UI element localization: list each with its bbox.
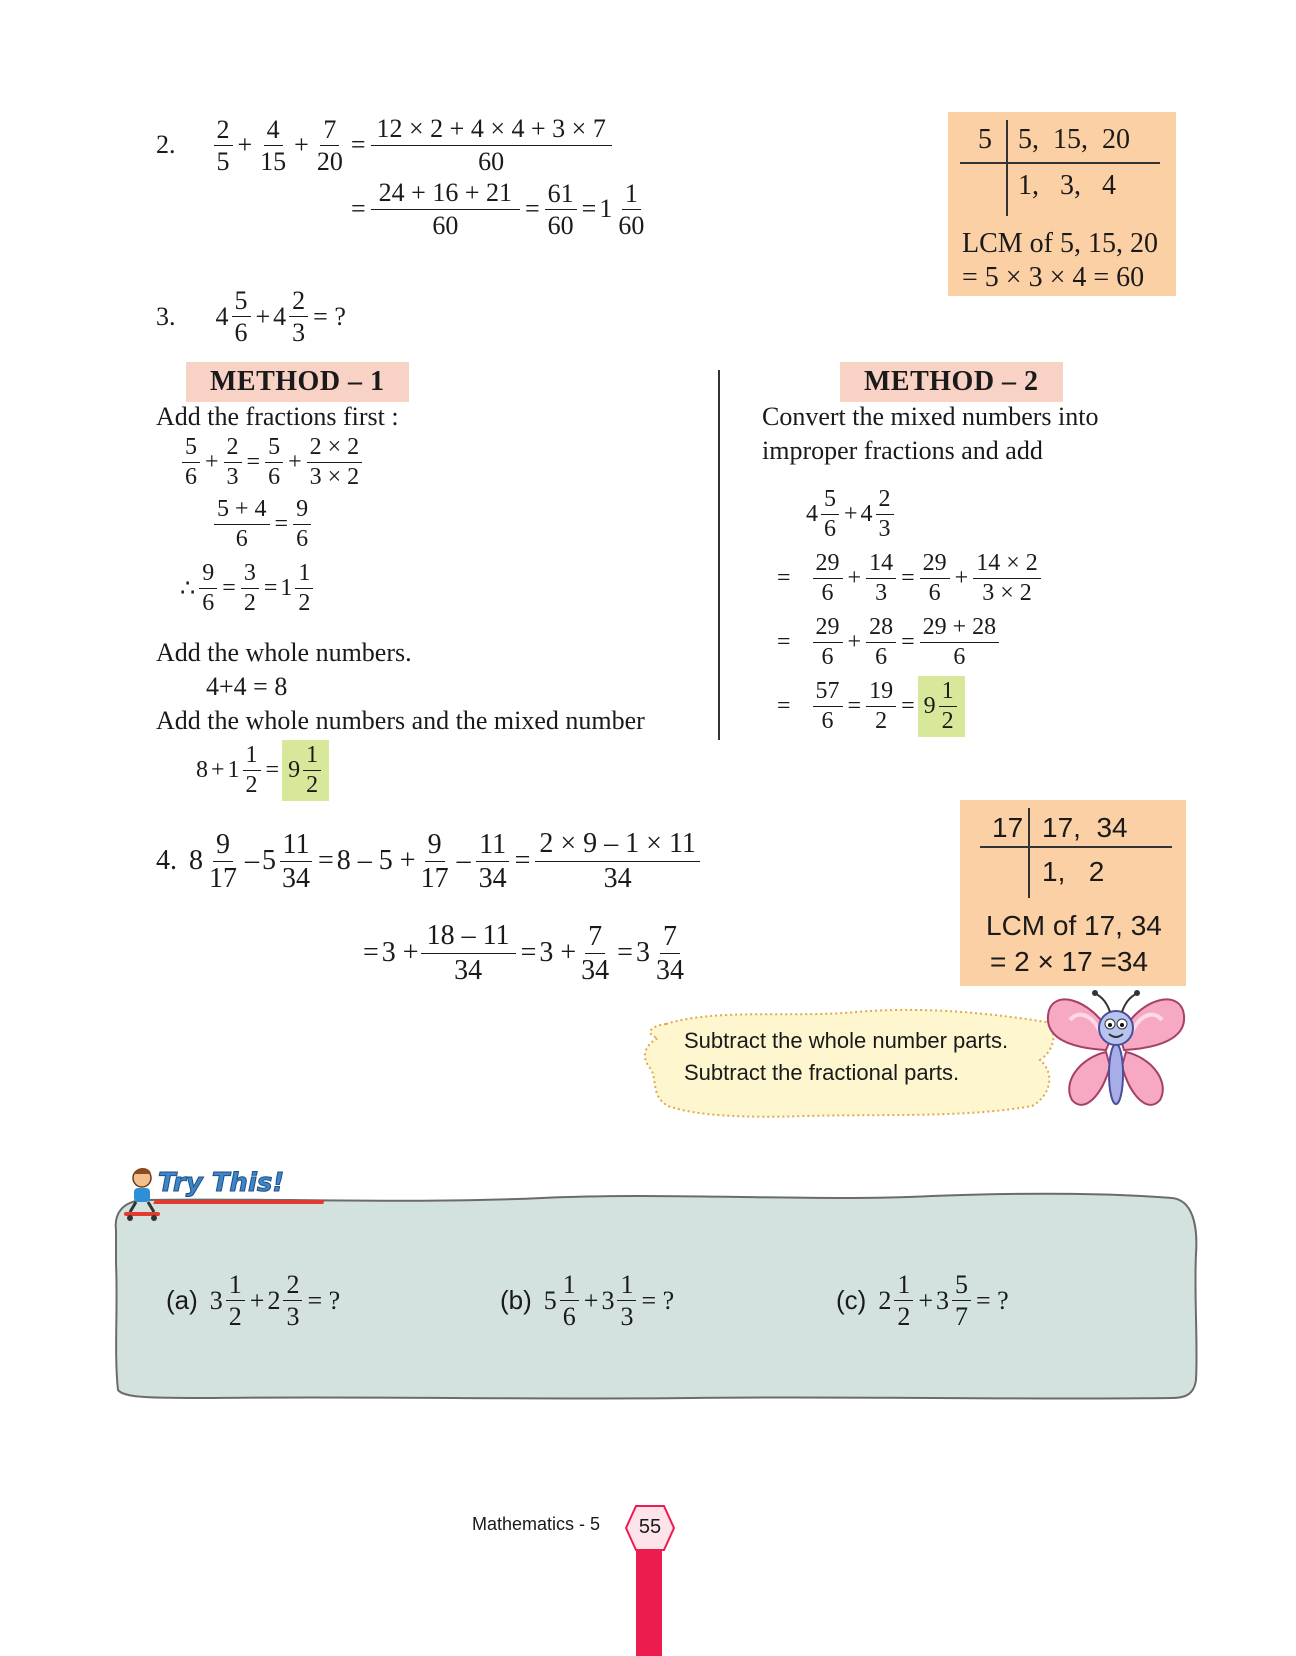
fraction: 5 6: [232, 286, 251, 347]
lcm-divisor: 17: [992, 812, 1024, 843]
method-2-intro: Convert the mixed numbers into: [762, 402, 1099, 431]
try-this-item-a: (a) 3 1 2 + 2 $\frac{2}{3}$ = ?: [166, 1270, 341, 1332]
method-1-line-4: 8 + 1 $\frac{1}{2}$ = 9 1 2: [196, 740, 329, 801]
lcm-caption: LCM of 5, 15, 20: [962, 228, 1158, 259]
fraction: $\frac{61}{60}$: [545, 179, 577, 240]
fraction: $\frac{12 \times 2 + 4 \times 4 + 3 \times 7}{60}$: [371, 114, 612, 176]
problem-2-line-2: = $\frac{24 + 16 + 21}{60}$ = $\frac{61}{60}$ = 1 1 60: [348, 178, 649, 240]
lcm-row-2: 1, 3, 4: [1018, 170, 1116, 201]
lcm-caption: = 2 × 17 =34: [990, 946, 1149, 977]
method-1-title: METHOD – 1: [186, 362, 409, 402]
method-1-line-2: $\frac{5 + 4}{6}$ = $\frac{9}{6}$: [212, 496, 313, 553]
try-this-item-c: (c) 2 1 2 + 3 $\frac{5}{7}$ = ?: [836, 1270, 1009, 1332]
try-this-underline: [153, 1200, 324, 1204]
try-this-item-b: (b) 5 1 6 + 3 $\frac{1}{3}$ = ?: [500, 1270, 675, 1332]
lcm-row-1: 5, 15, 20: [1018, 124, 1130, 155]
method-2-title: METHOD – 2: [840, 362, 1063, 402]
problem-number: 4.: [156, 845, 177, 877]
method-1-whole-eq: 4+4 = 8: [206, 672, 288, 701]
method-1-intro: Add the fractions first :: [156, 402, 399, 431]
fraction: $\frac{7}{20}$: [316, 114, 343, 176]
problem-number: 2.: [156, 130, 176, 160]
answer-highlight: 9 1 2: [918, 676, 965, 737]
problem-3-line: 3. 4 5 6 + 4 $\frac{2}{3}$ = ?: [156, 286, 346, 348]
lcm-row-1: 17, 34: [1042, 812, 1128, 843]
butterfly-mascot: [1040, 986, 1190, 1122]
problem-4-line-1: 4. 8 9 17 – 5 $\frac{11}{34}$ = 8 – 5 + $\frac{9}{17}$ – $\frac{11}{34}$ = $\frac{2 \times 9 - 1 \times 11}{34}$: [156, 828, 702, 895]
method-1-line-3: ∴ $\frac{9}{6}$ = $\frac{3}{2}$ = 1 1 2: [180, 560, 315, 617]
lcm-caption: LCM of 17, 34: [986, 910, 1162, 941]
tip-line-2: Subtract the fractional parts.: [684, 1060, 960, 1085]
fraction: $\frac{4}{15}$: [260, 114, 287, 176]
fraction: 2 5: [214, 115, 233, 176]
division-line: [960, 162, 1160, 164]
footer-book-title: Mathematics - 5: [472, 1514, 601, 1534]
therefore-symbol: ∴: [180, 575, 196, 602]
answer-highlight: 9 1 2: [282, 740, 329, 801]
lcm-row-2: 1, 2: [1042, 856, 1105, 887]
problem-4-line-2: = 3 + $\frac{18 - 11}{34}$ = 3 + $\frac{7}{34}$ = 3 7 34: [363, 920, 684, 987]
lcm-box: [960, 800, 1186, 986]
problem-number: 3.: [156, 301, 176, 331]
lcm-caption: = 5 × 3 × 4 = 60: [962, 262, 1145, 293]
method-2-line-3: = $\frac{57}{6}$ = $\frac{19}{2}$ = 9 1 2: [774, 676, 965, 737]
fraction: $\frac{24 + 16 + 21}{60}$: [371, 178, 520, 240]
lcm-divisor: 5: [978, 124, 992, 155]
problem-2-line-1: 2. 2 5 + $\frac{4}{15}$ + $\frac{7}{20}$ = $\frac{12 \times 2 + 4 \times 4 + 3 \times 7}{60}$: [156, 114, 614, 176]
tip-line-1: Subtract the whole number parts.: [684, 1028, 1009, 1053]
fraction: 1 60: [618, 178, 645, 240]
division-bar: [1028, 808, 1030, 898]
method-1-mixed-text: Add the whole numbers and the mixed number: [156, 706, 645, 735]
method-1-whole-text: Add the whole numbers.: [156, 638, 412, 667]
method-2-intro: improper fractions and add: [762, 436, 1043, 465]
method-2-line-1: = $\frac{29}{6}$ + $\frac{14}{3}$ = $\frac{29}{6}$ + $\frac{14 \times 2}{3 \times 2}$: [774, 550, 1043, 607]
division-line: [980, 846, 1172, 848]
page-tab: [636, 1548, 662, 1656]
page-number: 55: [638, 1516, 662, 1538]
method-2-line-0: 4 5 6 + 4 2 3: [806, 486, 896, 543]
try-this-title: Try This!: [158, 1168, 285, 1198]
method-divider: [718, 370, 720, 740]
method-2-line-2: = $\frac{29}{6}$ + $\frac{28}{6}$ = $\frac{29 + 28}{6}$: [774, 614, 1001, 671]
lcm-box: [948, 112, 1176, 296]
method-1-line-1: 5 6 + $\frac{2}{3}$ = $\frac{5}{6}$ + $\frac{2 \times 2}{3 \times 2}$: [180, 434, 364, 491]
division-bar: [1006, 120, 1008, 216]
fraction: $\frac{2}{3}$: [289, 286, 308, 347]
